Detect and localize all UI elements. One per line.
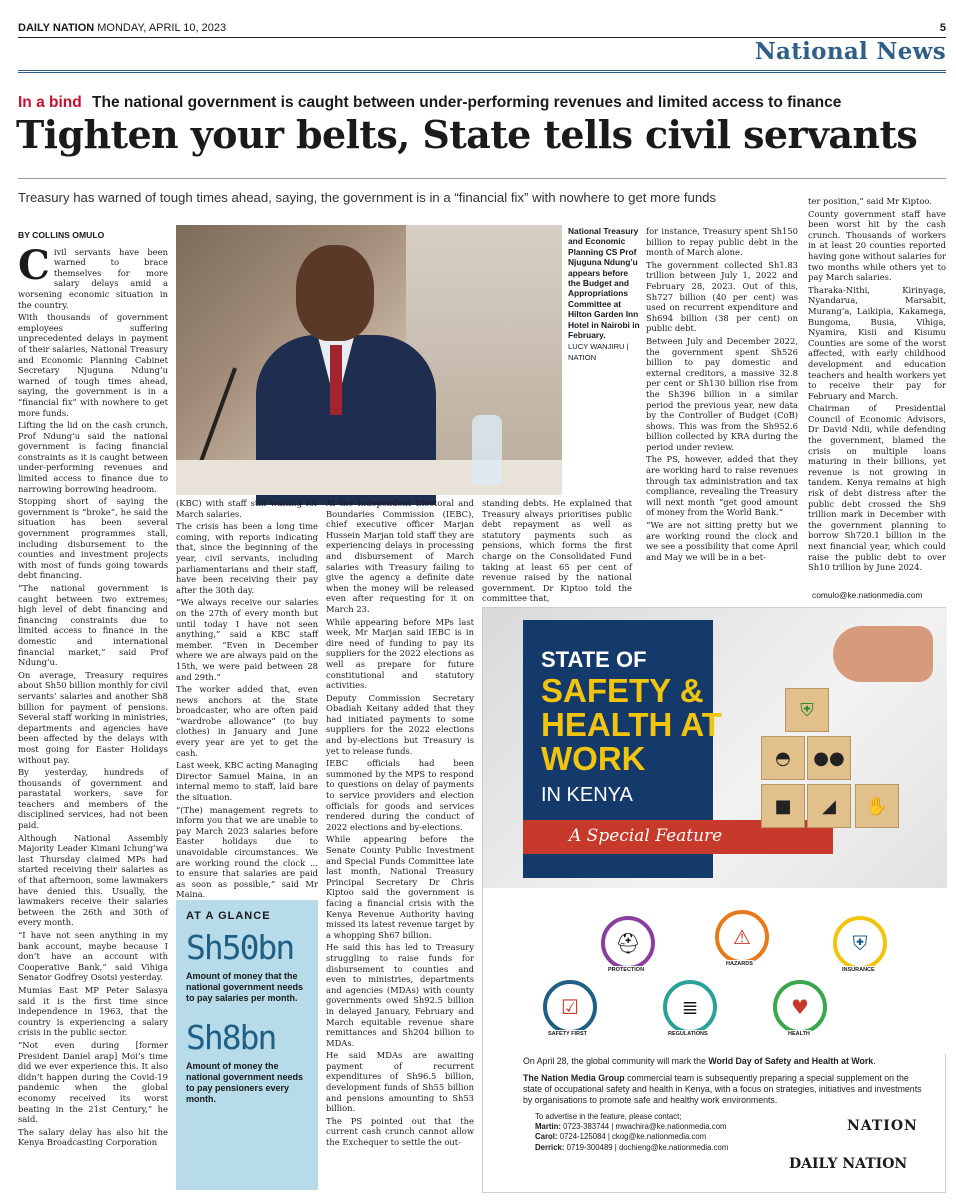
paragraph: The crisis has been a long time coming, with reports indicating that, since the beginning of the year, civil servants, including parliamentarians and their staff, have been receiving their pay after the 30th day.	[176, 521, 318, 595]
paragraph: At the Independent Electoral and Boundaries Commission (IEBC), chief executive officer Marjan Hussein Marjan told staff they are experiencing delays in processing and disbursement of March salaries with Treasury failing to give the agency a definite date when the money will be released even after requesting for it on March 23.	[326, 498, 474, 614]
bubble-label: REGULATIONS	[665, 1030, 711, 1038]
hand-image	[833, 626, 933, 682]
hazards-icon: ⚠	[715, 910, 769, 964]
ad-title-line3: IN KENYA	[541, 784, 633, 806]
paragraph: He said MDAs are awaiting payment of recurrent expenditures of Sh96.5 billion, development funds of Sh55 billion and pensions amounting to Sh53 billion.	[326, 1050, 474, 1114]
paragraph: (KBC) with staff still waiting for March salaries.	[176, 498, 318, 519]
contact-intro: To advertise in the feature, please contact;	[535, 1112, 682, 1121]
headline: Tighten your belts, State tells civil servants	[16, 112, 918, 157]
advertisement[interactable]	[482, 607, 946, 1193]
photo-table	[176, 460, 562, 495]
nation-logo: NATION	[847, 1118, 918, 1134]
issue-date: MONDAY, APRIL 10, 2023	[97, 22, 227, 34]
microphone	[199, 367, 237, 462]
paragraph: Chairman of Presidential Council of Economic Advisors, Dr David Ndii, while defending the government, blamed the crisis on multiple loans maturing in their billions, yet revenue is not growing in tandem. Kenya remains at high risk of debt distress after the public debt crossed the Sh9 trillion mark in December with the government planning to borrow Sh720.1 billion in the next financial year, which could raise the public debt to over Sh10 trillion by June 2024.	[808, 403, 946, 573]
bubble-label: HAZARDS	[723, 960, 756, 968]
section-title: National News	[754, 38, 946, 65]
article-column-3	[326, 498, 474, 1192]
headline-rule	[18, 178, 946, 179]
byline: BY COLLINS OMULO	[18, 230, 105, 240]
bubble-label: HEALTH	[785, 1030, 813, 1038]
photo-subject	[256, 245, 436, 495]
paragraph: “The national government is caught between two extremes; high level of debt financing and financing constraints due to limited access to finance in the domestic and international financial market,” said Prof Ndung’u.	[18, 583, 168, 668]
paragraph: While appearing before the Senate County Public Investment and Special Funds Committee late last month, National Treasury Principal Secretary Dr Chris Kiptoo said the government is facing a financial crisis with the Kenya Revenue Authority having missed its latest revenue target by a whopping Sh67 billion.	[326, 834, 474, 940]
goggles-icon: ●●	[807, 736, 851, 780]
paragraph: He said this has led to Treasury struggling to raise funds for disbursement to counties and even to ministries, departments and agencies (MDAs) with county governments owed Sh92.5 billion in delayed January, February and March equitable revenue share remittances and Sh204 billion to MDAs.	[326, 942, 474, 1048]
apron-icon: ■	[761, 784, 805, 828]
bubble-label: PROTECTION	[605, 966, 647, 974]
paragraph: “I have not seen anything in my bank account, maybe because I don’t have an account with Cooperative Bank,” said Vihiga Senator Godfrey Osotsi yesterday.	[18, 930, 168, 983]
paragraph: “We always receive our salaries on the 27th of every month but until today I have not seen anything,” said a KBC staff member. “Even in December where we are always paid on the 15th, we were paid between 28 and 29th.”	[176, 597, 318, 682]
paragraph: The salary delay has also hit the Kenya Broadcasting Corporation	[18, 1126, 168, 1148]
shield-icon: ⛨	[785, 688, 829, 732]
safety-first-icon: ☑	[543, 980, 597, 1034]
glove-icon: ✋	[855, 784, 899, 828]
caption-text: National Treasury and Economic Planning CS Prof Njuguna Ndung’u appears before the Budget and Appropriations Committee at Hilton Garden Inn Hotel in Nairobi in February.	[568, 226, 640, 341]
section-rule	[18, 70, 946, 73]
paragraph: Last week, KBC acting Managing Director Samuel Maina, in an internal memo to staff, laid bare the situation.	[176, 760, 318, 803]
contact-row: Derrick: 0719-300489 | dochieng@ke.nationmedia.com	[535, 1142, 729, 1152]
paragraph: standing debts. He explained that Treasury always prioritises public debt repayment as well as statutory payments such as pensions, which forms the first charge on the Consolidated Fund taking at least 65 per cent of revenue raised by the national government. Dr Kiptoo told the committee that,	[482, 498, 632, 604]
photo-credit: LUCY WANJIRU | NATION	[568, 342, 629, 362]
paragraph: Stopping short of saying the government is “broke”, he said the situation has been several government programmes stall, including disbursement to the counties and investment projects with most of funds going towards debt financing.	[18, 496, 168, 581]
photo-caption	[568, 226, 640, 363]
contact-row: Carol: 0724-125084 | ckog@ke.nationmedia.com	[535, 1132, 707, 1142]
glance-description: Amount of money that the national government needs to pay salaries per month.	[186, 971, 304, 1003]
article-column-5	[646, 226, 798, 602]
masthead	[18, 22, 946, 34]
kicker-row	[18, 94, 946, 112]
author-email[interactable]: comulo@ke.nationmedia.com	[812, 590, 923, 600]
paragraph: ter position,” said Mr Kiptoo.	[808, 196, 932, 206]
paragraph: Civil servants have been warned to brace themselves for more salary delays amid a worsening economic situation in the country.	[18, 241, 168, 310]
water-bottle	[472, 415, 502, 485]
paragraph: The PS pointed out that the current cash crunch cannot allow the Exchequer to settle the out-	[326, 1115, 474, 1148]
contact-row: Martin: 0723-383744 | mwachira@ke.nationmedia.com	[535, 1122, 727, 1132]
protection-icon: ⛑	[601, 916, 655, 970]
paragraph: Lifting the lid on the cash crunch, Prof Ndung’u said the national government is facing financial constraints as it is caught between under-performing revenues and limited access to finance due to narrowing borrowing headroom.	[18, 420, 168, 494]
paragraph: “(The) management regrets to inform you that we are unable to pay March 2023 salaries before Easter holidays due to unavoidable circumstances. We are working round the clock ... to ensure that salaries are paid as soon as possible,” said Mr Maina.	[176, 804, 318, 900]
paragraph: IEBC officials had been summoned by the MPS to respond to questions on delay of payments to service providers and election officials for goods and services rendered during the conduct of 2022 elections and by-elections.	[326, 758, 474, 832]
daily-nation-logo: DAILY NATION	[789, 1156, 908, 1172]
paragraph: Deputy Commission Secretary Obadiah Keitany added that they had initiated payments to some suppliers for the 2022 elections and by-elections but Treasury is yet to release funds.	[326, 692, 474, 756]
ad-icons-area	[483, 888, 947, 1054]
insurance-icon: ⛨	[833, 916, 887, 970]
glance-title: AT A GLANCE	[186, 910, 271, 922]
paragraph: The PS, however, added that they are working hard to raise revenues through tax administration and tax compliance, revealing the Treasury will next month “get good amount of money from the World Bank.”	[646, 454, 798, 518]
boot-icon: ◢	[807, 784, 851, 828]
glance-value: Sh50bn	[186, 928, 294, 967]
helmet-icon: ◓	[761, 736, 805, 780]
paragraph: “We are not sitting pretty but we are working round the clock and we see a possibility that come April and May we will be in a bet-	[646, 520, 798, 562]
at-a-glance-box	[176, 900, 318, 1190]
paragraph: County government staff have been worst hit by the cash crunch. Thousands of workers in at least 20 counties reported having gone without salaries for two months while others yet to pay March salaries.	[808, 208, 946, 283]
ad-title-line1: STATE OF	[541, 647, 647, 672]
ad-contacts	[535, 1112, 795, 1153]
glance-description: Amount of money the national government needs to pay pensioners every month.	[186, 1061, 304, 1104]
paragraph: While appearing before MPs last week, Mr Marjan said IEBC is in dire need of funding to pay its suppliers for the 2022 elections as well as prepare for future constitutional and statutory activities.	[326, 616, 474, 691]
health-icon: ♥	[773, 980, 827, 1034]
kicker-text: The national government is caught between under-performing revenues and limited access to finance	[92, 94, 842, 111]
paragraph: On average, Treasury requires about Sh50 billion monthly for civil servants’ salaries and another Sh8 billion for payment of pensions. Several staff working in ministries, departments and agencies have been affected by the delays with most going for Easter Holidays without pay.	[18, 669, 168, 765]
paragraph: With thousands of government employees suffering unprecedented delays in payment of their salaries, National Treasury and Economic Planning Cabinet Secretary Njuguna Ndung’u warned of tough times ahead, saying, the government is in a “financial fix” with nowhere to get more funds.	[18, 312, 168, 418]
article-column-4	[482, 498, 632, 602]
paragraph: Between July and December 2022, the government spent Sh526 billion to pay domestic and external creditors, a massive 32.8 per cent or Sh130 billion rise from the Sh396 billion in a similar period the previous year, new data by the Controller of Budget (CoB) shows. This was from the Sh952.6 billion collected by KRA during the period under review.	[646, 335, 798, 452]
ad-banner-text: A Special Feature	[569, 826, 723, 846]
glance-value: Sh8bn	[186, 1018, 276, 1057]
drop-cap: C	[18, 241, 50, 289]
page-number: 5	[939, 22, 946, 34]
ad-description: On April 28, the global community will mark the World Day of Safety and Health at Work. The Nation Media Group commercial team is subsequently preparing a special supplement on the state of occupational safety and health in Kenya, with a focus on strategies, initiatives and investments by organisations to promote safe and healthy work environments.	[523, 1056, 922, 1105]
article-photo	[176, 225, 562, 495]
standfirst: Treasury has warned of tough times ahead, saying, the government is in a “financial fix” with nowhere to get more funds	[18, 190, 717, 205]
paragraph: for instance, Treasury spent Sh150 billion to repay public debt in the month of March alone.	[646, 226, 798, 258]
bubble-label: SAFETY FIRST	[545, 1030, 590, 1038]
paragraph: Although National Assembly Majority Leader Kimani Ichung’wa last Thursday claimed MPs had started receiving their salaries as of that afternoon, some lawmakers have denied this. Usually, the lawmakers receive their salaries between the 26th and 30th of every month.	[18, 832, 168, 928]
bubble-label: INSURANCE	[839, 966, 878, 974]
kicker-label: In a bind	[18, 94, 82, 111]
paragraph: By yesterday, hundreds of thousands of government and parastatal workers, save for teachers and members of the disciplined services, had not been paid.	[18, 767, 168, 831]
paragraph: “Not even during [former President Daniel arap] Moi’s time did we ever experience this. It also didn’t happen during the Covid-19 pandemic when the global economy received its worst beating in the 21st Century,” he said.	[18, 1039, 168, 1125]
paragraph: The government collected Sh1.83 trillion between July 1, 2022 and February 28, 2023. Out of this, Sh727 billion (40 per cent) was used on recurrent expenditure and Sh694 billion (38 per cent) on public debt.	[646, 259, 798, 334]
article-column-1	[18, 230, 168, 1192]
regulations-icon: ≣	[663, 980, 717, 1034]
paragraph: The worker added that, even news anchors at the State broadcaster, who are often paid “wardrobe allowance” (to buy clothes) in January and June every year are yet to get the cash.	[176, 684, 318, 758]
paragraph: Mumias East MP Peter Salasya said it is the first time since independence in 1963, that the country is experiencing a salary crisis in the public sector.	[18, 984, 168, 1038]
ad-title-line2: SAFETY & HEALTH AT WORK	[541, 672, 722, 777]
paper-name: DAILY NATION	[18, 22, 95, 34]
article-column-6	[808, 196, 946, 582]
paragraph: Tharaka-Nithi, Kirinyaga, Nyandarua, Marsabit, Murang’a, Laikipia, Kakamega, Bungoma, Busia, Vihiga, Nyamira, Kisii and Kisumu Counties are some of the worst affected, with early childhood development and education teachers and health workers yet to receive their pay for February and March.	[808, 284, 946, 401]
article-column-2	[176, 498, 318, 900]
